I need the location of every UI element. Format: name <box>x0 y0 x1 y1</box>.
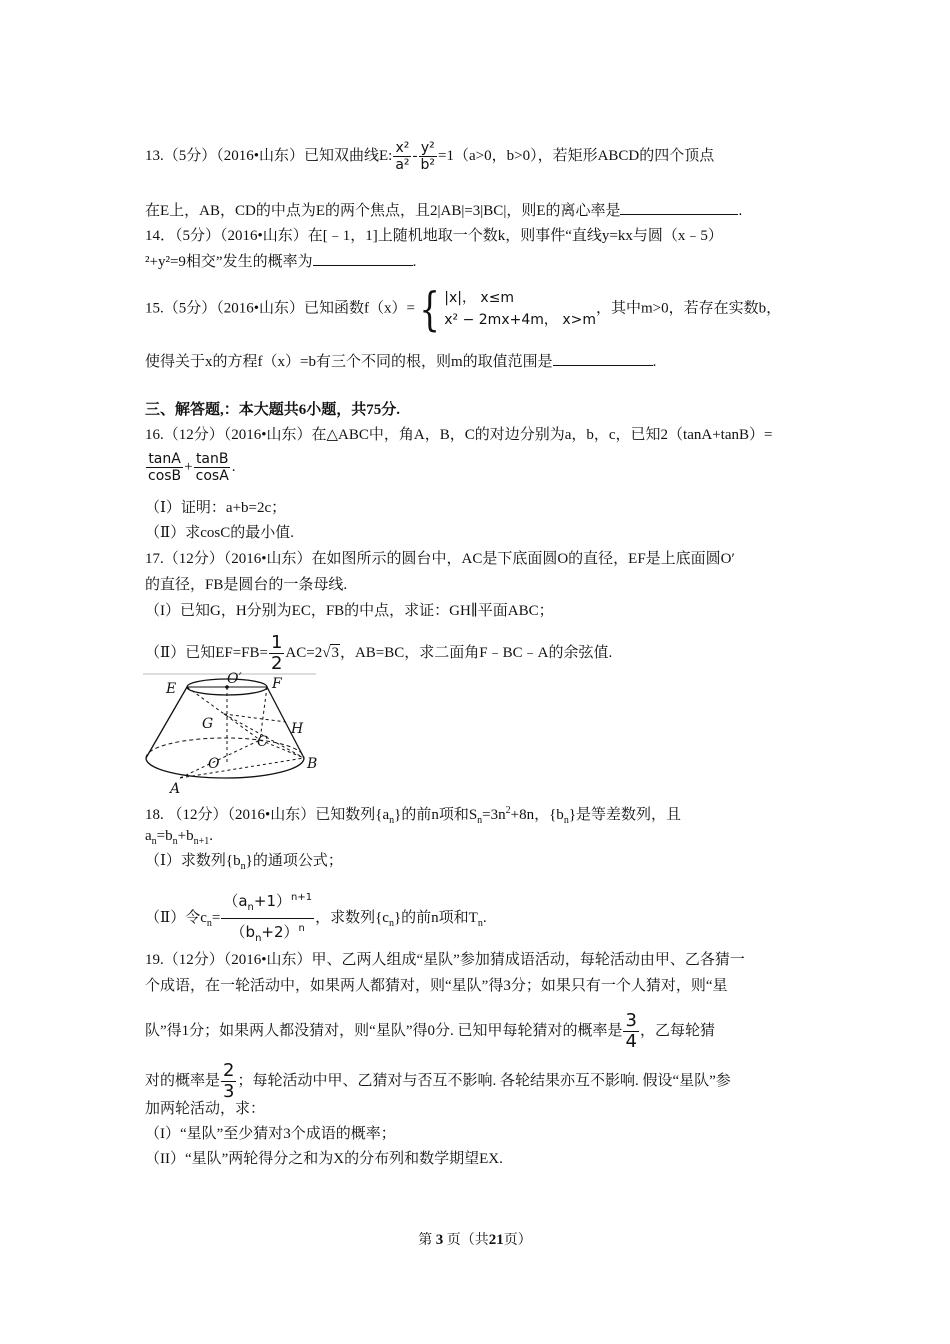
question-19-line1: 19.（12分）（2016•山东）甲、乙两人组成“星队”参加猜成语活动，每轮活动由甲、乙各猜一 <box>145 952 745 968</box>
left-generatrix <box>146 687 187 758</box>
question-17-line2: 的直径，FB是圆台的一条母线. <box>145 577 348 593</box>
question-18-line1: 18. （12分）（2016•山东）已知数列$\{a_n\}$的前n项和$S_n=3n^2+8n$，$\{b_n\}$是等差数列，且 <box>145 805 682 826</box>
question-18-part2: （Ⅱ）令$c_n=$ $\frac{(a_n+1)^{n+1}}{(b_n+2)^n}$ ，求数列$\{c_n\}$的前n项和$T_n$. <box>145 888 487 949</box>
question-13-line1: 13.（5分）（2016•山东）已知双曲线E: $\frac{\text{x²}}{\text{a²}}$ - $\frac{\text{y²}}{\text{b²}}$ =1（a>0，b>0），若矩形ABCD的四个顶点 <box>145 140 715 173</box>
question-16-line1: 16.（12分）（2016•山东）在△ABC中，角A，B，C的对边分别为a，b，c，已知2（tanA+tanB）= <box>145 427 773 443</box>
question-18-part1: （Ⅰ）求数列$\{b_n\}$的通项公式； <box>145 853 343 872</box>
fraction-tanB-cosA: $\frac{\tan B}{\cos A}$ <box>195 451 229 484</box>
fraction-one-half: $\frac{1}{2}$ <box>270 632 283 674</box>
label-F: F <box>272 676 282 692</box>
label-E: E <box>166 681 177 697</box>
total-page-count: 21 <box>488 1232 504 1248</box>
question-16-part1: （Ⅰ）证明：a+b=2c； <box>145 500 287 516</box>
question-17-part1: （I）已知G，H分别为EC，FB的中点，求证：GH∥平面ABC； <box>145 603 554 619</box>
question-14-line1: 14．（5分）（2016•山东）在[﹣1，1]上随机地取一个数k，则事件“直线y=kx与圆（x﹣5） <box>145 228 723 244</box>
segment-AB <box>180 758 304 778</box>
fraction-two-thirds: $\frac{2}{3}$ <box>223 1060 235 1102</box>
answer-blank[interactable] <box>313 251 413 266</box>
page-footer: 第 3 页（共21页） <box>418 1232 532 1248</box>
question-19-line3: 队”得1分；如果两人都没猜对，则“星队”得0分. 已知甲每轮猜对的概率是 $\frac{3}{4}$ ，乙每轮猜 <box>145 1010 715 1052</box>
question-17-line1: 17.（12分）（2016•山东）在如图所示的圆台中，AC是下底面圆O的直径，EF是上底面圆O′ <box>145 551 735 567</box>
piecewise-brace: { <box>419 282 440 336</box>
label-A: A <box>170 781 181 795</box>
piecewise-cases: |x|， x≤m x² − 2mx+4m， x>m <box>444 290 596 328</box>
fraction-y2-b2: $\frac{\text{y²}}{\text{b²}}$ <box>420 140 436 173</box>
question-15-line2: 使得关于x的方程f（x）=b有三个不同的根，则m的取值范围是 . <box>145 351 656 372</box>
frustum-figure <box>140 670 320 795</box>
question-16-line2: $\frac{\tan A}{\cos B}$ + $\frac{\tan B}{\cos A}$ . <box>148 451 236 484</box>
sqrt-sign: √ <box>322 644 331 661</box>
fraction-three-quarters: $\frac{3}{4}$ <box>625 1010 637 1052</box>
question-16-part2: （Ⅱ）求cosC的最小值. <box>145 525 294 541</box>
label-H: H <box>291 721 304 737</box>
question-19-line4: 对的概率是 $\frac{2}{3}$ ；每轮活动中甲、乙猜对与否互不影响. 各轮结果亦互不影响. 假设“星队”参 <box>145 1060 731 1102</box>
question-19-part1: （I）“星队”至少猜对3个成语的概率； <box>145 1126 396 1142</box>
label-C: C <box>257 734 268 750</box>
bottom-base-back <box>146 738 304 758</box>
label-G: G <box>202 716 214 732</box>
diameter-AC <box>180 740 260 778</box>
segment-FC <box>260 687 267 740</box>
bottom-base-front <box>146 758 304 778</box>
label-O-prime: O′ <box>227 671 242 687</box>
question-17-part2: （Ⅱ）已知EF=FB= $\frac{1}{2}$ AC=2√3，AB=BC，求二面角F﹣BC﹣A的余弦值. <box>145 632 613 674</box>
label-B: B <box>307 756 318 772</box>
question-19-part2: （II）“星队”两轮得分之和为X的分布列和数学期望EX. <box>145 1151 503 1167</box>
question-13-line2: 在E上，AB，CD的中点为E的两个焦点，且2|AB|=3|BC|，则E的离心率是 . <box>145 200 742 221</box>
fraction-x2-a2: $\frac{\text{x²}}{\text{a²}}$ <box>395 140 410 173</box>
question-19-line5: 加两轮活动，求： <box>145 1101 266 1117</box>
answer-blank[interactable] <box>620 200 738 215</box>
fraction-tanA-cosB: $\frac{\tan A}{\cos B}$ <box>148 451 182 484</box>
section-heading: 三、解答题,：本大题共6小题，共75分. <box>145 402 401 418</box>
answer-blank[interactable] <box>553 351 653 366</box>
label-O: O <box>208 756 220 772</box>
question-19-line2: 个成语，在一轮活动中，如果两人都猜对，则“星队”得3分；如果只有一个人猜对，则“星 <box>145 978 728 994</box>
segment-GH <box>224 714 286 722</box>
question-18-line2: $a_n=b_n+b_{n+1}$. <box>145 828 213 847</box>
current-page-number: 3 <box>435 1232 444 1248</box>
fraction-c-n: $\frac{(a_n+1)^{n+1}}{(b_n+2)^n}$ <box>221 888 314 949</box>
question-14-line2: ²+y²=9相交”发生的概率为 . <box>145 251 416 272</box>
question-15-line1: 15.（5分）（2016•山东）已知函数f（x）={ |x|， x≤m x² − 2mx+4m， x>m ，其中m>0，若存在实数b， <box>145 282 782 336</box>
